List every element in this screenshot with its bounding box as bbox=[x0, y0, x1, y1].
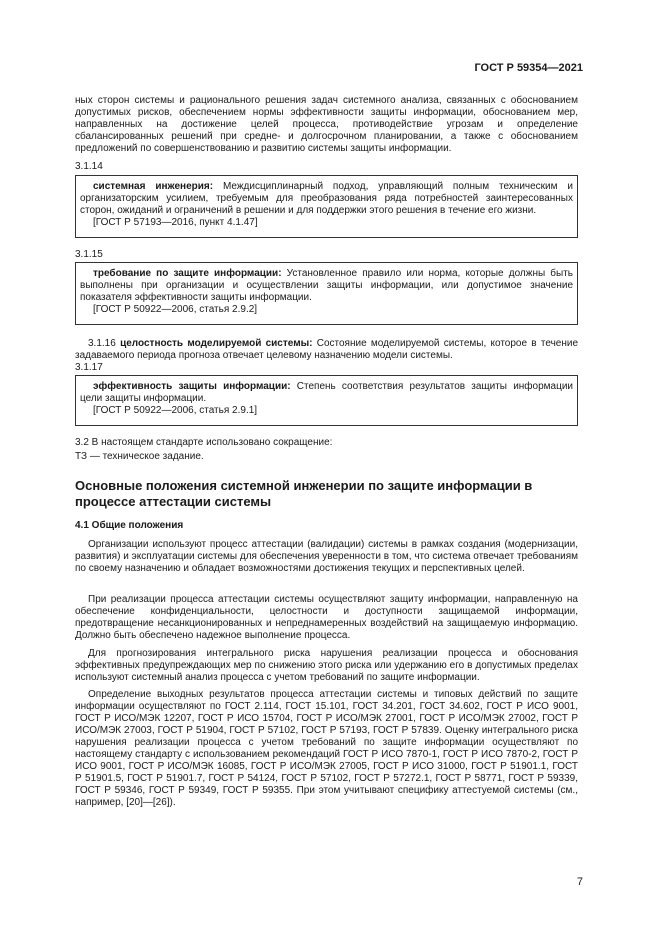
section-title: Основные положения системной инженерии по защите информации в процессе аттестации системы bbox=[75, 478, 533, 509]
abbreviation-intro: 3.2 В настоящем стандарте использовано сокращение: bbox=[75, 437, 333, 448]
def-number-3-1-15: 3.1.15 bbox=[75, 249, 103, 260]
definition-text bbox=[80, 268, 573, 304]
definition-text bbox=[80, 381, 573, 405]
paragraph-1: Организации используют процесс аттестации (валидации) системы в рамках создания (модернизации, развития) и эксплуатации системы для обеспечения уверенности в том, что система отвечает требованиям по своему назначению и обладает возможностями достижения текущих и перспективных целей. bbox=[75, 539, 578, 574]
reference: [ГОСТ Р 50922—2006, статья 2.9.2] bbox=[93, 304, 258, 315]
abbreviation-item: ТЗ — техническое задание. bbox=[75, 451, 204, 462]
def-number: 3.1.16 bbox=[88, 338, 116, 349]
def-number-3-1-14: 3.1.14 bbox=[75, 161, 103, 172]
definition-3-1-16 bbox=[75, 338, 578, 362]
term: целостность моделируемой системы: bbox=[120, 338, 313, 349]
term: эффективность защиты информации: bbox=[93, 381, 291, 392]
definition-box-3-1-17 bbox=[75, 375, 578, 426]
page-number: 7 bbox=[576, 876, 583, 888]
definition: Междисциплинарный подход, управляющий полным техническим и организаторским усилием, требуемым для преобразования ряда потребностей заинтересованных сторон, ожиданий и ограничений в решении и для поддержки этого решения в течение его жизни. bbox=[80, 181, 573, 216]
paragraph-3: Для прогнозирования интегрального риска нарушения реализации процесса и обоснования эффективных предупреждающих мер по снижению этого риска или удержанию его в допустимых пределах используют системный анализ процесса с учетом требований по защите информации. bbox=[75, 648, 578, 683]
document-id: ГОСТ Р 59354—2021 bbox=[474, 62, 583, 74]
reference: [ГОСТ Р 57193—2016, пункт 4.1.47] bbox=[93, 217, 258, 228]
paragraph-2: При реализации процесса аттестации системы осуществляют защиту информации, направленную на обеспечение конфиденциальности, целостности и доступности защищаемой информации, предотвращение несанкционированных и непреднамеренных воздействий на защищаемую информацию. Должно быть обеспечено надежное выполнение процесса. bbox=[75, 594, 578, 641]
definition: Состояние моделируемой системы, которое в течение задаваемого периода прогноза отвечает целевому назначению модели системы. bbox=[75, 338, 579, 361]
term: требование по защите информации: bbox=[93, 268, 282, 279]
reference: [ГОСТ Р 50922—2006, статья 2.9.1] bbox=[93, 405, 258, 416]
definition: Степень соответствия результатов защиты информации цели защиты информации. bbox=[80, 381, 573, 404]
definition-box-3-1-15 bbox=[75, 262, 578, 325]
definition: Установленное правило или норма, которые должны быть выполнены при организации и осуществлении защиты информации, или допустимое значение показателя эффективности защиты информации. bbox=[80, 268, 573, 303]
def-number-3-1-17: 3.1.17 bbox=[75, 362, 103, 373]
definition-box-3-1-14 bbox=[75, 175, 578, 238]
subsection-title: 4.1 Общие положения bbox=[75, 520, 184, 531]
definition-text bbox=[80, 181, 573, 217]
intro-paragraph: ных сторон системы и рационального решения задач системного анализа, связанных с обоснованием допустимых рисков, обеспечением нормы эффективности защиты информации, обоснованием мер, направленных на достижение целей процесса, противодействие угрозам и определение сбалансированных решений при средне- и долгосрочном планировании, а также с обоснованием предложений по совершенствованию и развитию системы защиты информации. bbox=[75, 95, 578, 154]
paragraph-4: Определение выходных результатов процесса аттестации системы и типовых действий по защите информации осуществляют по ГОСТ 2.114, ГОСТ 15.101, ГОСТ 34.201, ГОСТ 34.602, ГОСТ Р ИСО 9001, ГОСТ Р ИСО/МЭК 12207, ГОСТ Р ИСО 15704, ГОСТ Р ИСО/МЭК 27001, ГОСТ Р ИСО/МЭК 27002, ГОСТ Р ИСО/МЭК 27003, ГОСТ Р 51904, ГОСТ Р 57102, ГОСТ Р 57193, ГОСТ Р 57839. Оценку интегрального риска нарушения реализации процесса с учетом требований по защите информации осуществляют по настоящему стандарту с использованием рекомендаций ГОСТ Р ИСО 7870-1, ГОСТ Р ИСО 7870-2, ГОСТ Р ИСО 9001, ГОСТ Р ИСО/МЭК 16085, ГОСТ Р ИСО/МЭК 27005, ГОСТ Р ИСО 31000, ГОСТ Р 51901.1, ГОСТ Р 51901.5, ГОСТ Р 51901.7, ГОСТ Р 54124, ГОСТ Р 57102, ГОСТ Р 57272.1, ГОСТ Р 58771, ГОСТ Р 59339, ГОСТ Р 59346, ГОСТ Р 59349, ГОСТ Р 59355. При этом учитывают специфику аттестуемой системы (см., например, [20]—[26]). bbox=[75, 689, 578, 808]
term: системная инженерия: bbox=[93, 181, 214, 192]
